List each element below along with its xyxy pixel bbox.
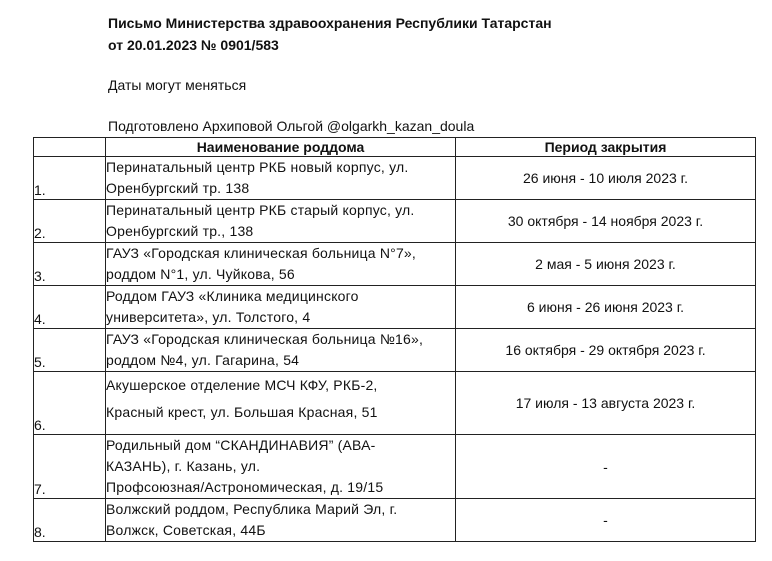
table-row [34, 435, 756, 499]
closure-period: - [456, 499, 756, 542]
closure-period: 30 октября - 14 ноября 2023 г. [456, 200, 756, 243]
name-line: Оренбургский тр., 138 [106, 223, 254, 239]
closure-period: 26 июня - 10 июля 2023 г. [456, 157, 756, 200]
letter-date-number: от 20.01.2023 № 0901/583 [108, 37, 279, 53]
table-row [34, 200, 756, 243]
maternity-name [106, 286, 456, 329]
maternity-name [106, 329, 456, 372]
maternity-name [106, 200, 456, 243]
name-line: Перинатальный центр РКБ старый корпус, ул. [106, 202, 415, 218]
closure-period: 17 июля - 13 августа 2023 г. [456, 372, 756, 435]
row-number: 3. [34, 243, 106, 286]
dates-may-change-note: Даты могут меняться [108, 77, 247, 93]
row-number: 5. [34, 329, 106, 372]
row-number: 7. [34, 435, 106, 499]
table-header-row [34, 138, 756, 157]
maternity-name [106, 243, 456, 286]
table-row [34, 372, 756, 435]
closure-period: 16 октября - 29 октября 2023 г. [456, 329, 756, 372]
column-header-name: Наименование роддома [106, 138, 456, 157]
table-row [34, 286, 756, 329]
name-line: Родильный дом “СКАНДИНАВИЯ” (АВА- [106, 437, 376, 453]
name-line: Красный крест, ул. Большая Красная, 51 [106, 404, 378, 420]
name-line: КАЗАНЬ), г. Казань, ул. [106, 458, 261, 474]
closure-period: - [456, 435, 756, 499]
name-line: Волжский роддом, Республика Марий Эл, г. [106, 501, 398, 517]
name-line: ГАУЗ «Городская клиническая больница №16», [106, 331, 424, 347]
maternity-name [106, 372, 456, 435]
maternity-name [106, 157, 456, 200]
name-line: Оренбургский тр. 138 [106, 180, 250, 196]
column-header-period: Период закрытия [456, 138, 756, 157]
name-line: университета», ул. Толстого, 4 [106, 309, 311, 325]
name-line: роддом N°1, ул. Чуйкова, 56 [106, 266, 295, 282]
name-line: Роддом ГАУЗ «Клиника медицинского [106, 288, 359, 304]
name-line: ГАУЗ «Городская клиническая больница N°7», [106, 245, 417, 261]
row-number: 4. [34, 286, 106, 329]
name-line: Перинатальный центр РКБ новый корпус, ул. [106, 159, 409, 175]
letter-title: Письмо Министерства здравоохранения Республики Татарстан [108, 15, 552, 31]
table-row [34, 499, 756, 542]
name-line: роддом №4, ул. Гагарина, 54 [106, 352, 300, 368]
table-row [34, 157, 756, 200]
row-number: 6. [34, 372, 106, 435]
maternity-name [106, 499, 456, 542]
row-number: 2. [34, 200, 106, 243]
row-number: 8. [34, 499, 106, 542]
closure-period: 2 мая - 5 июня 2023 г. [456, 243, 756, 286]
closure-period: 6 июня - 26 июня 2023 г. [456, 286, 756, 329]
name-line: Профсоюзная/Астрономическая, д. 19/15 [106, 479, 384, 495]
table-row [34, 243, 756, 286]
name-line: Акушерское отделение МСЧ КФУ, РКБ-2, [106, 377, 378, 393]
maternity-closure-table [33, 137, 756, 542]
table-row [34, 329, 756, 372]
maternity-name [106, 435, 456, 499]
name-line: Волжск, Советская, 44Б [106, 522, 266, 538]
row-number: 1. [34, 157, 106, 200]
prepared-by-note: Подготовлено Архиповой Ольгой @olgarkh_kazan_doula [108, 118, 475, 134]
column-header-number [34, 138, 106, 157]
